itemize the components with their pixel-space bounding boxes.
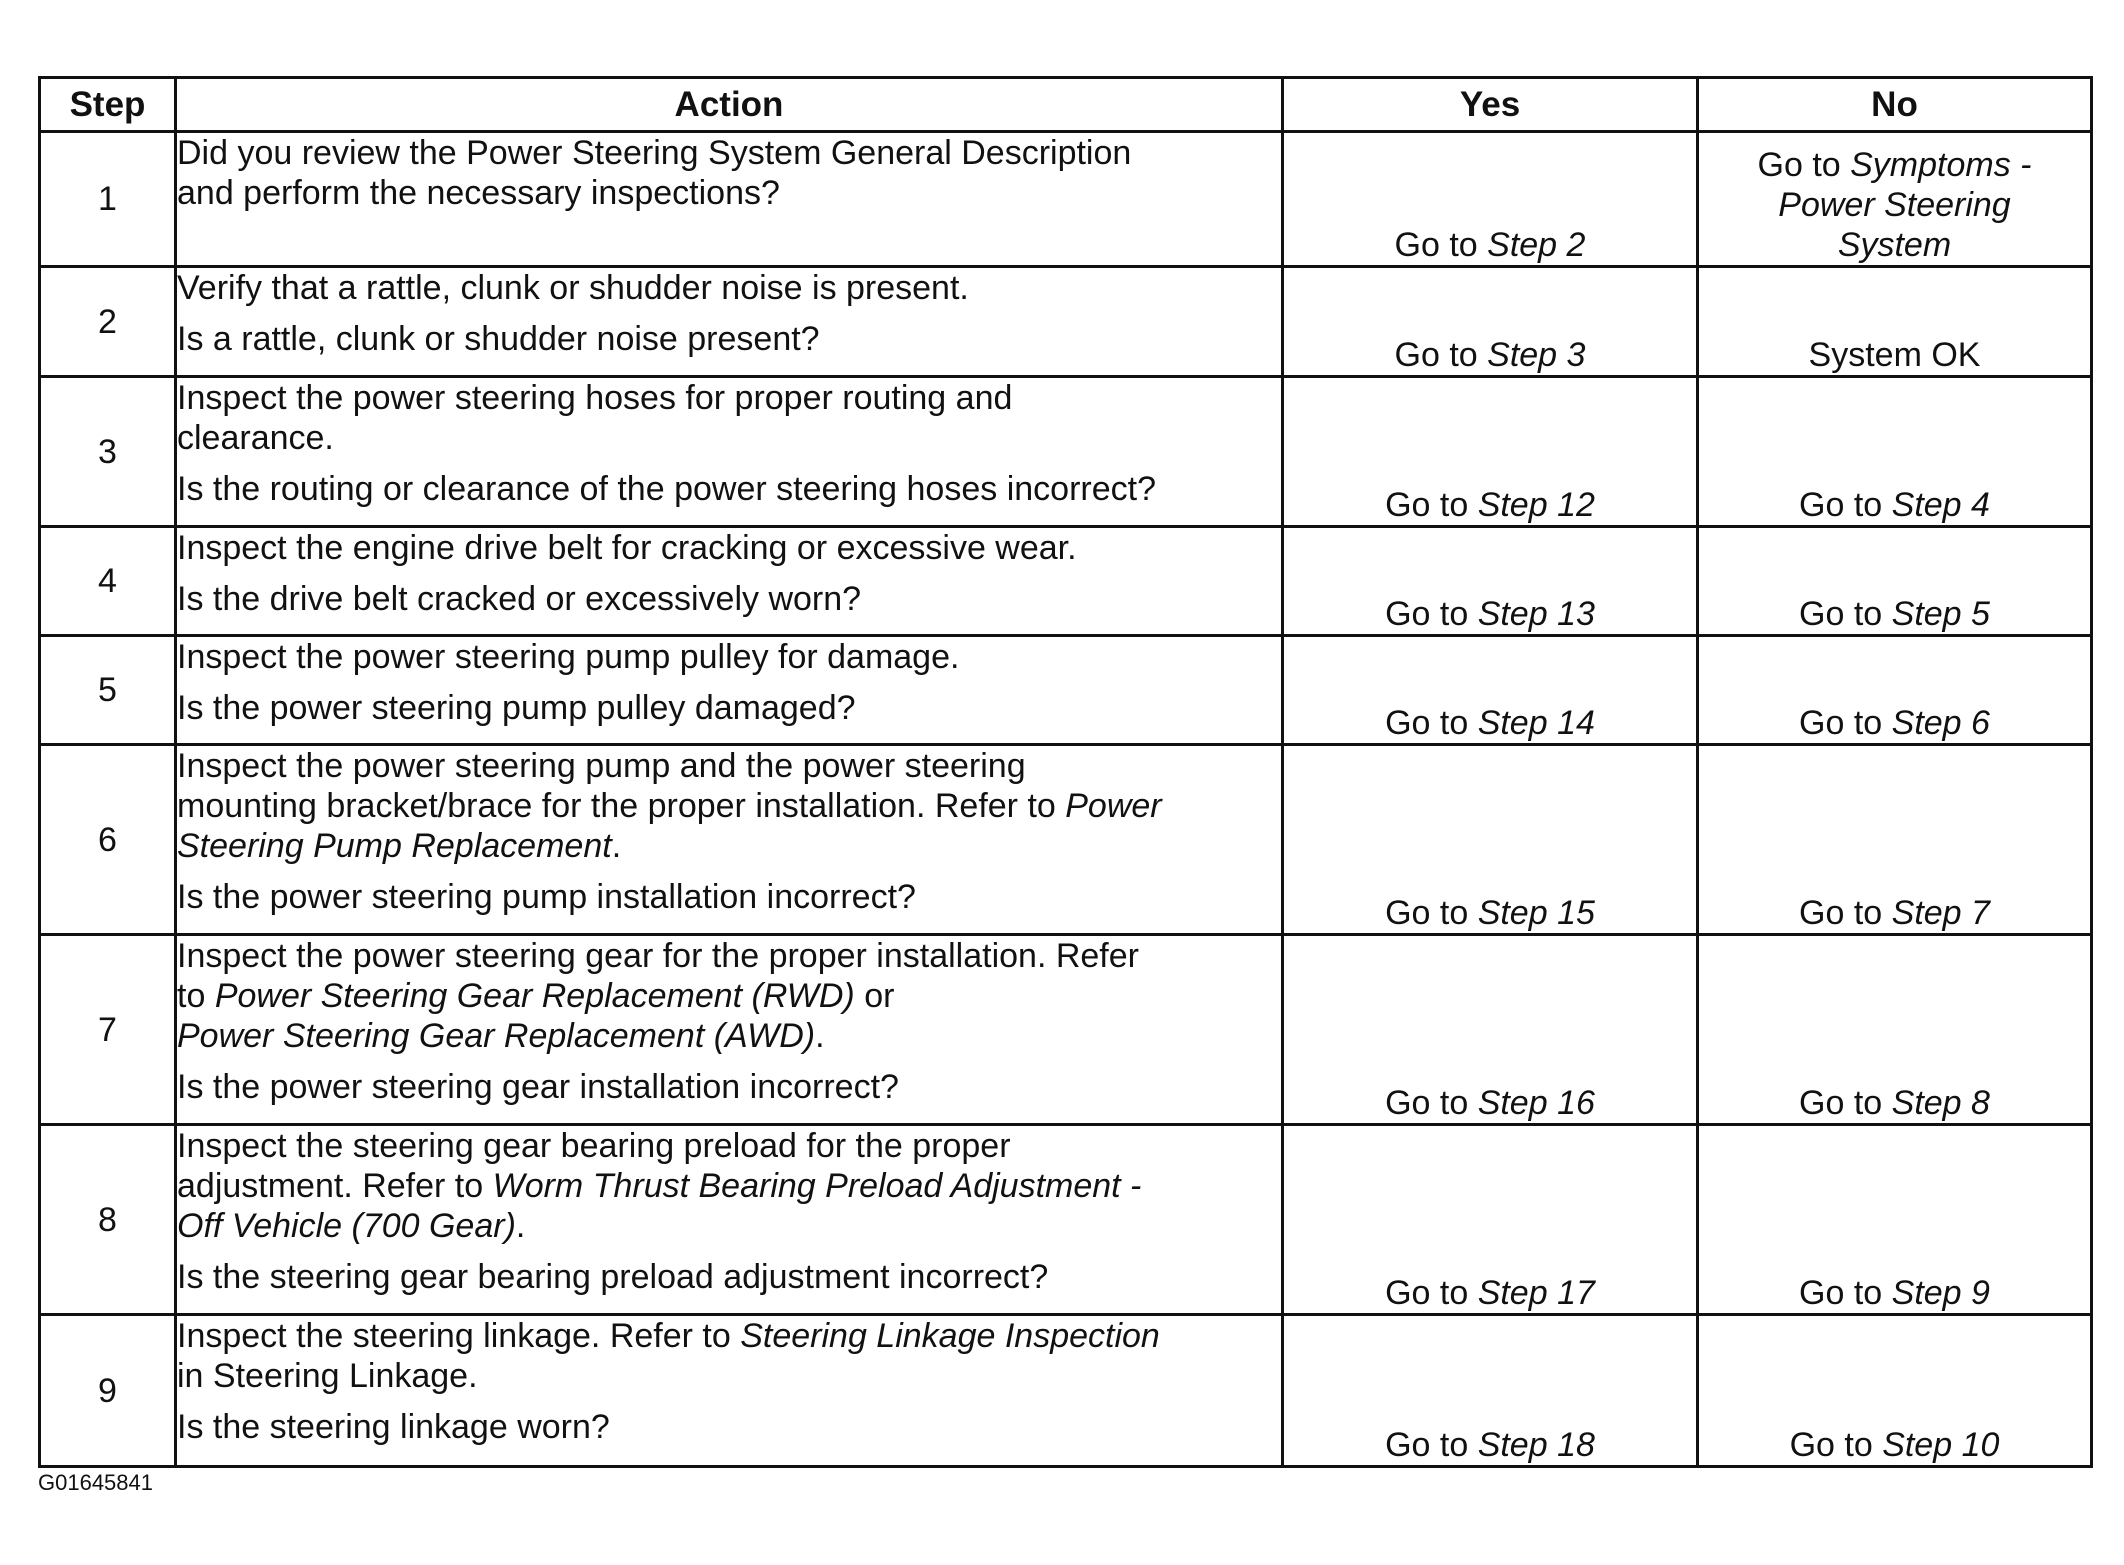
reference-text: Step 13 xyxy=(1477,595,1595,633)
action-question: Is the steering linkage worn? xyxy=(177,1408,610,1446)
yes-cell xyxy=(1283,1125,1698,1315)
reference-text: Steering Linkage Inspection xyxy=(740,1317,1160,1355)
cell-text: or xyxy=(854,977,895,1015)
cell-text: Go to xyxy=(1757,146,1851,184)
cell-text: Inspect the power steering pump pulley for damage. xyxy=(177,638,960,676)
cell-text: Go to xyxy=(1799,595,1892,633)
action-question: Is the drive belt cracked or excessively worn? xyxy=(177,580,862,618)
step-number: 2 xyxy=(40,267,176,377)
reference-text: Step 3 xyxy=(1487,336,1586,374)
action-question: Is the power steering gear installation incorrect? xyxy=(177,1068,899,1106)
cell-text: . xyxy=(611,827,622,865)
action-line xyxy=(177,268,1281,308)
action-line xyxy=(177,1126,1281,1166)
reference-text: Step 16 xyxy=(1477,1084,1595,1122)
no-line xyxy=(1699,893,2090,933)
table-body xyxy=(40,132,2092,1467)
yes-cell xyxy=(1283,745,1698,935)
table-row xyxy=(40,935,2092,1125)
step-number: 3 xyxy=(40,377,176,527)
action-instruction xyxy=(177,268,1281,308)
reference-text: Step 5 xyxy=(1891,595,1990,633)
cell-text: mounting bracket/brace for the proper installation. Refer to xyxy=(177,787,1066,825)
action-line xyxy=(177,746,1281,786)
cell-text: Go to xyxy=(1385,1274,1478,1312)
figure-id: G01645841 xyxy=(38,1470,153,1495)
step-number: 6 xyxy=(40,745,176,935)
no-cell xyxy=(1698,132,2092,267)
action-line xyxy=(177,936,1281,976)
cell-text: Inspect the power steering pump and the power steering xyxy=(177,747,1026,785)
no-line xyxy=(1699,1425,2090,1465)
reference-text: Step 9 xyxy=(1891,1274,1990,1312)
cell-text: System OK xyxy=(1808,336,1981,374)
step-number: 7 xyxy=(40,935,176,1125)
no-line xyxy=(1699,485,2090,525)
reference-text: Step 18 xyxy=(1477,1426,1595,1464)
action-cell xyxy=(176,745,1283,935)
cell-text: . xyxy=(815,1017,825,1055)
action-cell xyxy=(176,1125,1283,1315)
table-row xyxy=(40,132,2092,267)
reference-text: Step 12 xyxy=(1477,486,1595,524)
cell-text: Go to xyxy=(1799,1274,1892,1312)
yes-cell xyxy=(1283,935,1698,1125)
action-line xyxy=(177,1316,1281,1356)
yes-cell xyxy=(1283,132,1698,267)
action-instruction xyxy=(177,746,1281,866)
action-instruction xyxy=(177,1126,1281,1246)
action-instruction xyxy=(177,133,1281,213)
action-line xyxy=(177,133,1281,173)
cell-text: Verify that a rattle, clunk or shudder noise is present. xyxy=(177,269,969,307)
cell-text: Go to xyxy=(1799,894,1892,932)
reference-text: Step 17 xyxy=(1477,1274,1595,1312)
header-no: No xyxy=(1698,78,2092,132)
table-row xyxy=(40,1315,2092,1467)
action-line xyxy=(177,418,1281,458)
action-line xyxy=(177,1016,1281,1056)
action-instruction xyxy=(177,936,1281,1056)
yes-line xyxy=(1284,1273,1696,1313)
reference-text: Off Vehicle (700 Gear) xyxy=(177,1207,516,1245)
no-cell xyxy=(1698,1125,2092,1315)
cell-text: Go to xyxy=(1385,1426,1478,1464)
cell-text: Inspect the steering linkage. Refer to xyxy=(177,1317,741,1355)
cell-text: Go to xyxy=(1799,1084,1892,1122)
reference-text: Step 7 xyxy=(1891,894,1990,932)
action-line xyxy=(177,786,1281,826)
no-line xyxy=(1699,335,2090,375)
reference-text: Step 8 xyxy=(1891,1084,1990,1122)
action-cell xyxy=(176,527,1283,636)
reference-text: Steering Pump Replacement xyxy=(177,827,612,865)
action-cell xyxy=(176,636,1283,745)
no-line xyxy=(1699,1273,2090,1313)
action-line xyxy=(177,378,1281,418)
yes-line xyxy=(1284,893,1696,933)
step-number: 9 xyxy=(40,1315,176,1467)
cell-text: Go to xyxy=(1394,226,1488,264)
action-instruction xyxy=(177,378,1281,458)
yes-line xyxy=(1284,225,1696,265)
action-line xyxy=(177,1356,1281,1396)
table-row xyxy=(40,1125,2092,1315)
step-number: 4 xyxy=(40,527,176,636)
cell-text: Go to xyxy=(1385,486,1478,524)
no-line xyxy=(1699,225,2090,265)
no-line xyxy=(1699,1083,2090,1123)
step-number: 5 xyxy=(40,636,176,745)
reference-text: System xyxy=(1837,226,1952,264)
action-line xyxy=(177,1166,1281,1206)
header-yes: Yes xyxy=(1283,78,1698,132)
cell-text: Go to xyxy=(1799,704,1892,742)
yes-cell xyxy=(1283,267,1698,377)
no-cell xyxy=(1698,1315,2092,1467)
cell-text: in Steering Linkage. xyxy=(177,1357,478,1395)
yes-cell xyxy=(1283,636,1698,745)
reference-text: Step 15 xyxy=(1477,894,1595,932)
reference-text: Symptoms - xyxy=(1850,146,2032,184)
yes-line xyxy=(1284,594,1696,634)
no-cell xyxy=(1698,377,2092,527)
action-line xyxy=(177,826,1281,866)
step-number: 1 xyxy=(40,132,176,267)
cell-text: Go to xyxy=(1385,595,1478,633)
no-cell xyxy=(1698,935,2092,1125)
action-question: Is the routing or clearance of the power steering hoses incorrect? xyxy=(177,470,1156,508)
no-cell xyxy=(1698,267,2092,377)
table-row xyxy=(40,745,2092,935)
cell-text: Go to xyxy=(1394,336,1488,374)
reference-text: Step 2 xyxy=(1487,226,1586,264)
cell-text: clearance. xyxy=(177,419,334,457)
step-number: 8 xyxy=(40,1125,176,1315)
header-step: Step xyxy=(40,78,176,132)
action-question: Is a rattle, clunk or shudder noise present? xyxy=(177,320,820,358)
cell-text: Go to xyxy=(1799,486,1892,524)
action-cell xyxy=(176,377,1283,527)
no-line xyxy=(1699,185,2090,225)
reference-text: Power Steering Gear Replacement (AWD) xyxy=(177,1017,816,1055)
table-row xyxy=(40,527,2092,636)
action-cell xyxy=(176,935,1283,1125)
table-row xyxy=(40,267,2092,377)
no-line xyxy=(1699,703,2090,743)
yes-line xyxy=(1284,703,1696,743)
yes-cell xyxy=(1283,377,1698,527)
action-question: Is the steering gear bearing preload adjustment incorrect? xyxy=(177,1258,1049,1296)
no-cell xyxy=(1698,527,2092,636)
action-instruction xyxy=(177,528,1281,568)
action-question: Is the power steering pump pulley damaged? xyxy=(177,689,856,727)
table-row xyxy=(40,636,2092,745)
cell-text: Go to xyxy=(1385,704,1478,742)
cell-text: Inspect the power steering gear for the proper installation. Refer xyxy=(177,937,1139,975)
no-cell xyxy=(1698,636,2092,745)
action-question: Is the power steering pump installation incorrect? xyxy=(177,878,916,916)
yes-line xyxy=(1284,1083,1696,1123)
action-line xyxy=(177,976,1281,1016)
yes-line xyxy=(1284,335,1696,375)
action-line xyxy=(177,637,1281,677)
table-row xyxy=(40,377,2092,527)
action-instruction xyxy=(177,637,1281,677)
header-action: Action xyxy=(176,78,1283,132)
yes-cell xyxy=(1283,1315,1698,1467)
cell-text: Did you review the Power Steering System General Description xyxy=(177,134,1132,172)
action-instruction xyxy=(177,1316,1281,1396)
reference-text: Step 14 xyxy=(1477,704,1595,742)
reference-text: Worm Thrust Bearing Preload Adjustment - xyxy=(492,1167,1142,1205)
reference-text: Step 4 xyxy=(1891,486,1990,524)
action-line xyxy=(177,1206,1281,1246)
cell-text: Go to xyxy=(1385,1084,1478,1122)
cell-text: Go to xyxy=(1789,1426,1883,1464)
yes-cell xyxy=(1283,527,1698,636)
diagnostic-table xyxy=(38,76,2093,1468)
no-line xyxy=(1699,594,2090,634)
action-cell xyxy=(176,267,1283,377)
cell-text: Inspect the power steering hoses for proper routing and xyxy=(177,379,1013,417)
action-line xyxy=(177,528,1281,568)
cell-text: adjustment. Refer to xyxy=(177,1167,493,1205)
no-cell xyxy=(1698,745,2092,935)
no-line xyxy=(1699,145,2090,185)
reference-text: Power Steering xyxy=(1778,186,2011,224)
action-cell xyxy=(176,1315,1283,1467)
cell-text: Inspect the engine drive belt for cracking or excessive wear. xyxy=(177,529,1077,567)
yes-line xyxy=(1284,485,1696,525)
cell-text: Go to xyxy=(1385,894,1478,932)
header-row xyxy=(40,78,2092,132)
reference-text: Step 10 xyxy=(1882,1426,2000,1464)
action-line xyxy=(177,173,1281,213)
reference-text: Power xyxy=(1065,787,1162,825)
cell-text: Inspect the steering gear bearing preload for the proper xyxy=(177,1127,1011,1165)
cell-text: to xyxy=(177,977,215,1015)
action-cell xyxy=(176,132,1283,267)
cell-text: . xyxy=(515,1207,526,1245)
cell-text: and perform the necessary inspections? xyxy=(177,174,780,212)
reference-text: Step 6 xyxy=(1891,704,1990,742)
reference-text: Power Steering Gear Replacement (RWD) xyxy=(214,977,855,1015)
yes-line xyxy=(1284,1425,1696,1465)
